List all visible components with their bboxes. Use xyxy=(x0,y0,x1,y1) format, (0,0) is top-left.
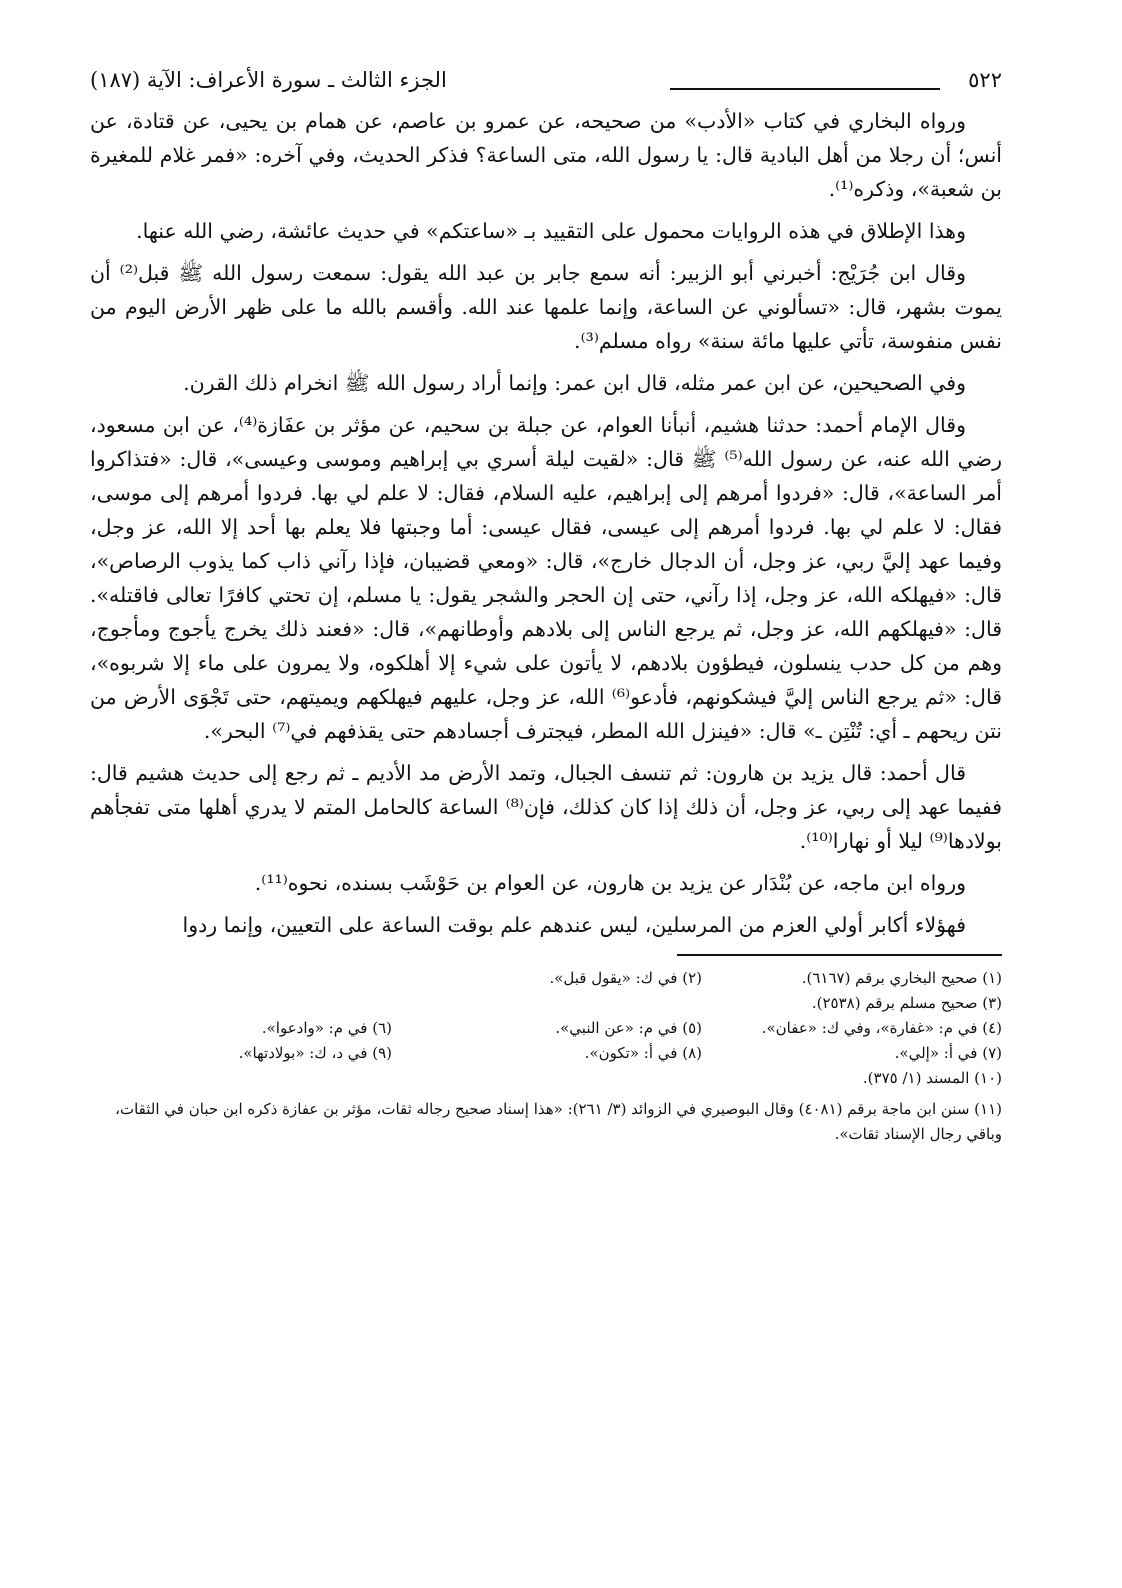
footnote xyxy=(92,991,392,1016)
footnote: (٥) في م: «عن النبي». xyxy=(555,1019,702,1037)
page-number: ٥٢٢ xyxy=(968,68,1002,92)
footnote: (٤) في م: «غفارة»، وفي ك: «عفان». xyxy=(761,1019,1002,1037)
footnote: (٦) في م: «وادعوا». xyxy=(261,1019,392,1037)
footnote: (١٠) المسند (١/ ٣٧٥). xyxy=(862,1069,1002,1087)
footnote: (٩) في د، ك: «بولادتها». xyxy=(238,1044,392,1062)
footnote: (١١) سنن ابن ماجة برقم (٤٠٨١) وقال البوصيري في الزوائد (٣/ ٢٦١): «هذا إسناد صحيح رجاله ثقات، مؤثر بن عفازة ذكره ابن حبان في الثقات، وباقي رجال الإسناد ثقات». xyxy=(115,1100,1002,1143)
footnote-rule xyxy=(677,954,1002,956)
footnote: (٧) في أ: «إلي». xyxy=(894,1044,1002,1062)
footnote: (١) صحيح البخاري برقم (٦١٦٧). xyxy=(801,969,1002,987)
footnote: (٣) صحيح مسلم برقم (٢٥٣٨). xyxy=(811,994,1002,1012)
footnote xyxy=(92,1066,392,1091)
paragraph: وفي الصحيحين، عن ابن عمر مثله، قال ابن عمر: وإنما أراد رسول الله ﷺ انخرام ذلك القرن. xyxy=(183,371,966,395)
footnote: (٨) في أ: «تكون». xyxy=(584,1044,702,1062)
page-header xyxy=(90,66,1002,94)
footnote: (٢) في ك: «يقول قبل». xyxy=(549,969,702,987)
footnote-row xyxy=(90,991,1002,1016)
paragraph: وقال الإمام أحمد: حدثنا هشيم، أنبأنا العوام، عن جبلة بن سحيم، عن مؤثر بن عفَازة⁽⁴⁾، عن ابن مسعود، رضي الله عنه، عن رسول الله⁽⁵⁾ ﷺ قال: «لقيت ليلة أسري بي إبراهيم وموسى وعيسى»، قال: «فتذاكروا أمر الساعة»، قال: «فردوا أمرهم إلى إبراهيم، عليه السلام، فقال: لا علم لي بها. فردوا أمرهم إلى موسى، فقال: لا علم لي بها. فردوا أمرهم إلى عيسى، فقال عيسى: أما وجبتها فلا يعلم بها أحد إلا الله، عز وجل، وفيما عهد إليَّ ربي، عز وجل، أن الدجال خارج»، قال: «ومعي قضيبان، فإذا رآني ذاب كما يذوب الرصاص»، قال: «فيهلكه الله، عز وجل، إذا رآني، حتى إن الحجر والشجر يقول: يا مسلم، إن تحتي كافرًا تعالى فاقتله». قال: «فيهلكهم الله، عز وجل، ثم يرجع الناس إلى بلادهم وأوطانهم»، قال: «فعند ذلك يخرج يأجوج ومأجوج، وهم من كل حدب ينسلون، فيطؤون بلادهم، لا يأتون على شيء إلا أهلكوه، ولا يمرون على ماء إلا شربوه»، قال: «ثم يرجع الناس إليَّ فيشكونهم، فأدعو⁽⁶⁾ الله، عز وجل، عليهم فيهلكهم ويميتهم، حتى تَجْوَى الأرض من نتن ريحهم ـ أي: تُنْتِن ـ» قال: «فينزل الله المطر، فيجترف أجسادهم حتى يقذفهم في⁽⁷⁾ البحر». xyxy=(90,413,1002,743)
footnote-row xyxy=(90,1041,1002,1066)
footnote-row xyxy=(90,966,1002,991)
running-head: الجزء الثالث ـ سورة الأعراف: الآية (١٨٧) xyxy=(90,68,447,92)
footnote xyxy=(392,991,702,1016)
document-page xyxy=(90,66,1002,1548)
paragraph: ورواه البخاري في كتاب «الأدب» من صحيحه، عن عمرو بن عاصم، عن همام بن يحيى، عن قتادة، عن أنس؛ أن رجلا من أهل البادية قال: يا رسول الله، متى الساعة؟ فذكر الحديث، وفي آخره: «فمر غلام للمغيرة بن شعبة»، وذكره⁽¹⁾. xyxy=(90,109,1002,201)
footnote-row xyxy=(90,1016,1002,1041)
header-rule xyxy=(670,88,940,90)
paragraph: فهؤلاء أكابر أولي العزم من المرسلين، ليس عندهم علم بوقت الساعة على التعيين، وإنما ردوا xyxy=(182,913,966,937)
paragraph: ورواه ابن ماجه، عن بُنْدَار عن يزيد بن هارون، عن العوام بن حَوْشَب بسنده، نحوه⁽¹¹⁾. xyxy=(254,871,966,895)
main-text xyxy=(90,104,1002,942)
footnotes xyxy=(90,966,1002,1147)
footnote-row xyxy=(90,1066,1002,1091)
paragraph: قال أحمد: قال يزيد بن هارون: ثم تنسف الجبال، وتمد الأرض مد الأديم ـ ثم رجع إلى حديث هشيم قال: ففيما عهد إلى ربي، عز وجل، أن ذلك إذا كان كذلك، فإن⁽⁸⁾ الساعة كالحامل المتم لا يدري أهلها متى تفجأهم بولادها⁽⁹⁾ ليلا أو نهارا⁽¹⁰⁾. xyxy=(90,761,1002,853)
paragraph: وقال ابن جُرَيْج: أخبرني أبو الزبير: أنه سمع جابر بن عبد الله يقول: سمعت رسول الله ﷺ قبل⁽²⁾ أن يموت بشهر، قال: «تسألوني عن الساعة، وإنما علمها عند الله. وأقسم بالله ما على ظهر الأرض اليوم من نفس منفوسة، تأتي عليها مائة سنة» رواه مسلم⁽³⁾. xyxy=(90,261,1002,353)
footnote xyxy=(92,966,392,991)
paragraph: وهذا الإطلاق في هذه الروايات محمول على التقييد بـ «ساعتكم» في حديث عائشة، رضي الله عنها. xyxy=(136,219,966,243)
footnote xyxy=(392,1066,702,1091)
